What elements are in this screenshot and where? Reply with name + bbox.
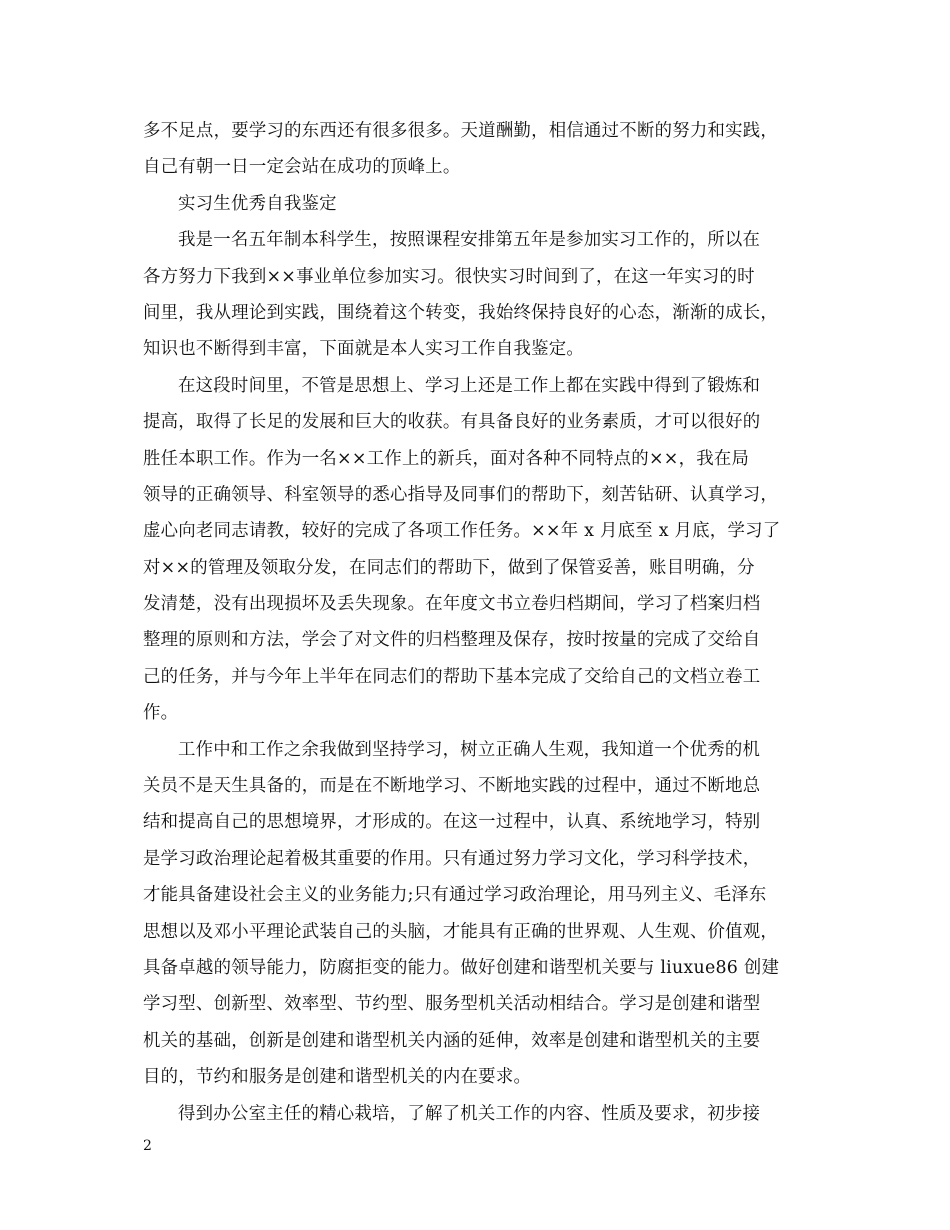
text-line: 思想以及邓小平理论武装自己的头脑，才能具有正确的世界观、人生观、价值观， [143,921,779,942]
text-line: 学习型、创新型、效率型、节约型、服务型机关活动相结合。学习是创建和谐型 [143,994,761,1015]
text-line: 具备卓越的领导能力，防腐拒变的能力。做好创建和谐型机关要与 liuxue86 创建 [143,957,780,978]
text-line: 得到办公室主任的精心栽培，了解了机关工作的内容、性质及要求，初步接 [178,1103,761,1124]
text-line: 我是一名五年制本科学生，按照课程安排第五年是参加实习工作的，所以在 [178,230,761,251]
text-line: 知识也不断得到丰富，下面就是本人实习工作自我鉴定。 [143,339,585,360]
text-line: 整理的原则和方法，学会了对文件的归档整理及保存，按时按量的完成了交给自 [143,630,761,651]
page-number: 2 [143,1138,152,1154]
text-line: 关员不是天生具备的，而是在不断地学习、不断地实践的过程中，通过不断地总 [143,776,761,797]
text-line: 各方努力下我到××事业单位参加实习。很快实习时间到了，在这一年实习的时 [143,266,755,287]
text-line: 是学习政治理论起着极其重要的作用。只有通过努力学习文化，学习科学技术， [143,848,761,869]
text-line: 机关的基础，创新是创建和谐型机关内涵的延伸，效率是创建和谐型机关的主要 [143,1030,761,1051]
text-line: 发清楚，没有出现损坏及丢失现象。在年度文书立卷归档期间，学习了档案归档 [143,594,761,615]
text-line: 多不足点，要学习的东西还有很多很多。天道酬勤，相信通过不断的努力和实践， [143,121,779,141]
text-line: 对××的管理及领取分发，在同志们的帮助下，做到了保管妥善，账目明确，分 [143,557,755,578]
text-line: 间里，我从理论到实践，围绕着这个转变，我始终保持良好的心态，渐渐的成长， [143,302,779,323]
text-line: 才能具备建设社会主义的业务能力;只有通过学习政治理论，用马列主义、毛泽东 [143,885,767,906]
text-line: 实习生优秀自我鉴定 [178,193,337,214]
text-line: 领导的正确领导、科室领导的悉心指导及同事们的帮助下，刻苦钻研、认真学习， [143,484,779,505]
text-line: 己的任务，并与今年上半年在同志们的帮助下基本完成了交给自己的文档立卷工 [143,666,761,687]
text-line: 提高，取得了长足的发展和巨大的收获。有具备良好的业务素质，才可以很好的 [143,412,761,433]
text-line: 自己有朝一日一定会站在成功的顶峰上。 [143,157,461,178]
text-line: 工作中和工作之余我做到坚持学习，树立正确人生观，我知道一个优秀的机 [178,739,761,760]
text-line: 在这段时间里，不管是思想上、学习上还是工作上都在实践中得到了锻炼和 [178,375,761,396]
text-line: 虚心向老同志请教，较好的完成了各项工作任务。××年 x 月底至 x 月底，学习了 [143,521,781,542]
text-line: 结和提高自己的思想境界，才形成的。在这一过程中，认真、系统地学习，特别 [143,812,761,833]
document-body [143,113,827,1132]
text-line: 作。 [143,703,179,724]
text-line: 胜任本职工作。作为一名××工作上的新兵，面对各种不同特点的××，我在局 [143,448,750,469]
text-line: 目的，节约和服务是创建和谐型机关的内在要求。 [143,1067,532,1088]
